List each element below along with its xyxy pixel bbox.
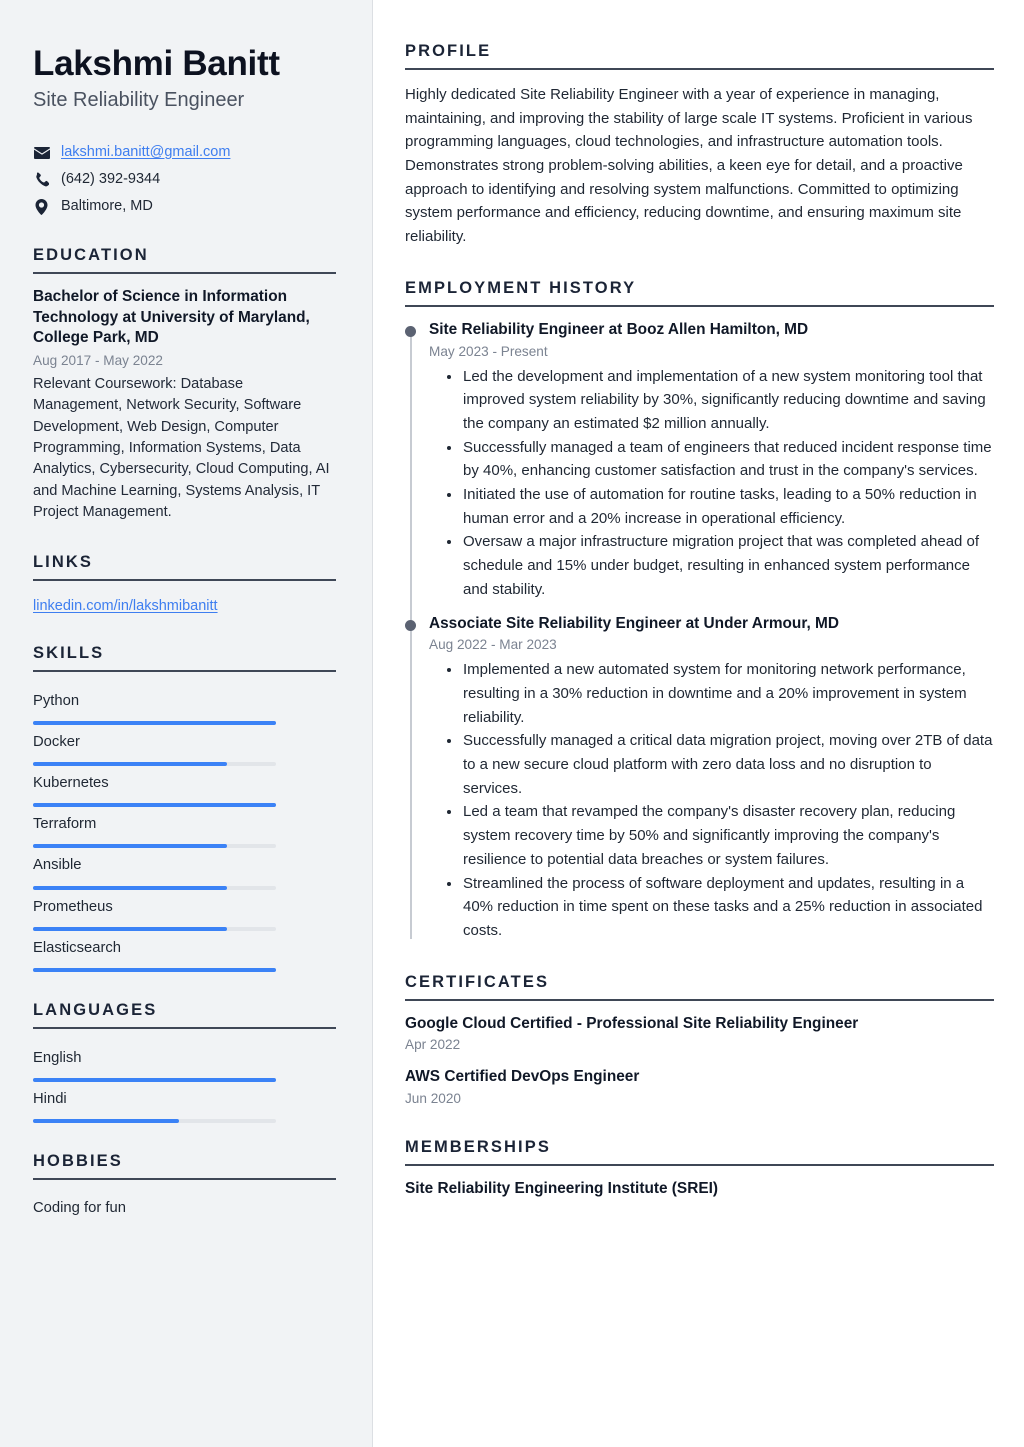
language-level-fill xyxy=(33,1119,179,1123)
memberships-heading: MEMBERSHIPS xyxy=(405,1138,551,1157)
hobbies-rule xyxy=(33,1178,336,1180)
employment-timeline xyxy=(405,320,994,943)
skills-heading: SKILLS xyxy=(33,643,105,662)
contact-location xyxy=(33,196,336,217)
skill-level-bar xyxy=(33,968,276,972)
location-text: Baltimore, MD xyxy=(61,197,153,214)
job-bullet: Oversaw a major infrastructure migration project that was completed ahead of schedule and 15% under budget, resulting in enhanced system performance and stability. xyxy=(461,530,994,601)
skill-level-fill xyxy=(33,927,227,931)
section-education xyxy=(33,246,336,524)
skill-level-fill xyxy=(33,721,276,725)
membership-name: Site Reliability Engineering Institute (SREI) xyxy=(405,1180,718,1198)
skill-level-bar xyxy=(33,886,276,890)
hobbies-text: Coding for fun xyxy=(33,1200,126,1217)
timeline-dot-icon xyxy=(405,326,416,337)
job-role: Associate Site Reliability Engineer at Under Armour, MD xyxy=(429,614,839,632)
languages-rule xyxy=(33,1027,336,1029)
skill-label: Prometheus xyxy=(33,898,113,915)
main-column xyxy=(373,0,1024,1447)
job-bullet: Led a team that revamped the company's disaster recovery plan, reducing system recovery time by 50% and significantly improving the company's resilience to potential data breaches or system failures. xyxy=(461,800,994,871)
links-list xyxy=(33,594,336,615)
education-rule xyxy=(33,272,336,274)
email-link[interactable]: lakshmi.banitt@gmail.com xyxy=(61,143,231,160)
employment-rule xyxy=(405,305,994,307)
phone-icon xyxy=(33,172,50,187)
skill-level-bar xyxy=(33,803,276,807)
job-date: Aug 2022 - Mar 2023 xyxy=(429,637,557,653)
language-level-bar xyxy=(33,1078,276,1082)
section-certificates xyxy=(405,973,994,1109)
link-item-linkedin[interactable]: linkedin.com/in/lakshmibanitt xyxy=(33,597,218,614)
profile-text: Highly dedicated Site Reliability Engineer with a year of experience in managing, maintaining, and improving the stability of large scale IT systems. Proficient in various programming languages, cloud technologies, and infrastructure automation tools. Demonstrates strong problem-solving abilities, a keen eye for detail, and a proactive approach to identifying and resolving system malfunctions. Committed to optimizing system performance and efficiency, reducing downtime, and ensuring maximum site reliability. xyxy=(405,86,973,246)
skill-label: Elasticsearch xyxy=(33,939,121,956)
skill-item xyxy=(33,726,336,766)
skill-item xyxy=(33,891,336,931)
skill-label: Python xyxy=(33,692,80,709)
location-pin-icon xyxy=(33,199,50,215)
skills-rule xyxy=(33,670,336,672)
job-role: Site Reliability Engineer at Booz Allen Hamilton, MD xyxy=(429,320,809,338)
skill-label: Kubernetes xyxy=(33,775,109,792)
language-item xyxy=(33,1042,336,1082)
phone-text: (642) 392-9344 xyxy=(61,170,161,187)
language-label: Hindi xyxy=(33,1091,67,1108)
language-label: English xyxy=(33,1050,82,1067)
skill-level-fill xyxy=(33,886,227,890)
job-date: May 2023 - Present xyxy=(429,343,548,359)
hobbies-heading: HOBBIES xyxy=(33,1152,123,1171)
certificate-name: Google Cloud Certified - Professional Site Reliability Engineer xyxy=(405,1014,859,1032)
certificate-entry xyxy=(405,1014,994,1055)
skill-label: Terraform xyxy=(33,816,97,833)
links-heading: LINKS xyxy=(33,552,93,571)
skill-level-fill xyxy=(33,803,276,807)
skill-level-bar xyxy=(33,927,276,931)
employment-entry xyxy=(405,320,994,602)
skill-level-bar xyxy=(33,762,276,766)
job-bullet-list xyxy=(429,365,994,602)
skill-item xyxy=(33,685,336,725)
profile-heading: PROFILE xyxy=(405,42,492,60)
skill-level-fill xyxy=(33,762,227,766)
candidate-job-title: Site Reliability Engineer xyxy=(33,89,245,112)
skill-label: Ansible xyxy=(33,857,82,874)
section-memberships xyxy=(405,1138,994,1200)
skill-level-bar xyxy=(33,844,276,848)
section-links xyxy=(33,553,336,615)
section-languages xyxy=(33,1001,336,1123)
certificates-rule xyxy=(405,999,994,1001)
education-description: Relevant Coursework: Database Management, Network Security, Software Development, Web Design, Computer Programming, Information Systems, Data Analytics, Cybersecurity, Cloud Computing, AI and Machine Learning, Systems Analysis, IT Project Management. xyxy=(33,375,330,521)
certificate-name: AWS Certified DevOps Engineer xyxy=(405,1068,640,1086)
skill-item xyxy=(33,767,336,807)
skill-level-fill xyxy=(33,844,227,848)
language-item xyxy=(33,1083,336,1123)
job-bullet: Successfully managed a team of engineers that reduced incident response time by 40%, enhancing customer satisfaction and trust in the company's services. xyxy=(461,436,994,483)
timeline-dot-icon xyxy=(405,620,416,631)
job-bullet: Initiated the use of automation for routine tasks, leading to a 50% reduction in human error and a 20% increase in operational efficiency. xyxy=(461,483,994,530)
section-skills xyxy=(33,644,336,972)
section-employment-history xyxy=(405,279,994,943)
sidebar xyxy=(0,0,373,1447)
education-date: Aug 2017 - May 2022 xyxy=(33,352,163,368)
job-bullet-list xyxy=(429,658,994,942)
section-profile xyxy=(405,42,994,249)
skill-item xyxy=(33,849,336,889)
education-degree: Bachelor of Science in Information Technology at University of Maryland, College Park, MD xyxy=(33,288,310,347)
section-hobbies xyxy=(33,1152,336,1219)
links-rule xyxy=(33,579,336,581)
skill-level-fill xyxy=(33,968,276,972)
contact-phone xyxy=(33,169,336,190)
employment-heading: EMPLOYMENT HISTORY xyxy=(405,278,637,297)
profile-rule xyxy=(405,68,994,70)
contact-list xyxy=(33,142,336,217)
job-bullet: Streamlined the process of software deployment and updates, resulting in a 40% reduction in time spent on these tasks and a 25% reduction in associated costs. xyxy=(461,872,994,943)
certificate-entry xyxy=(405,1067,994,1108)
contact-email[interactable] xyxy=(33,142,336,163)
job-bullet: Led the development and implementation of a new system monitoring tool that improved system reliability by 30%, significantly reducing downtime and saving the company an estimated $2 million annually. xyxy=(461,365,994,436)
job-bullet: Successfully managed a critical data migration project, moving over 2TB of data to a new secure cloud platform with zero data loss and no disruption to services. xyxy=(461,729,994,800)
certificate-date: Jun 2020 xyxy=(405,1091,461,1107)
certificates-heading: CERTIFICATES xyxy=(405,972,550,991)
language-level-fill xyxy=(33,1078,276,1082)
skill-level-bar xyxy=(33,721,276,725)
skill-label: Docker xyxy=(33,733,80,750)
language-level-bar xyxy=(33,1119,276,1123)
candidate-name: Lakshmi Banitt xyxy=(33,44,280,83)
job-bullet: Implemented a new automated system for monitoring network performance, resulting in a 30% reduction in downtime and a 20% improvement in system reliability. xyxy=(461,658,994,729)
envelope-icon xyxy=(33,147,50,159)
skill-item xyxy=(33,808,336,848)
memberships-rule xyxy=(405,1164,994,1166)
languages-heading: LANGUAGES xyxy=(33,1001,158,1020)
education-heading: EDUCATION xyxy=(33,246,149,265)
employment-entry xyxy=(405,614,994,943)
skill-item xyxy=(33,932,336,972)
certificate-date: Apr 2022 xyxy=(405,1037,461,1053)
